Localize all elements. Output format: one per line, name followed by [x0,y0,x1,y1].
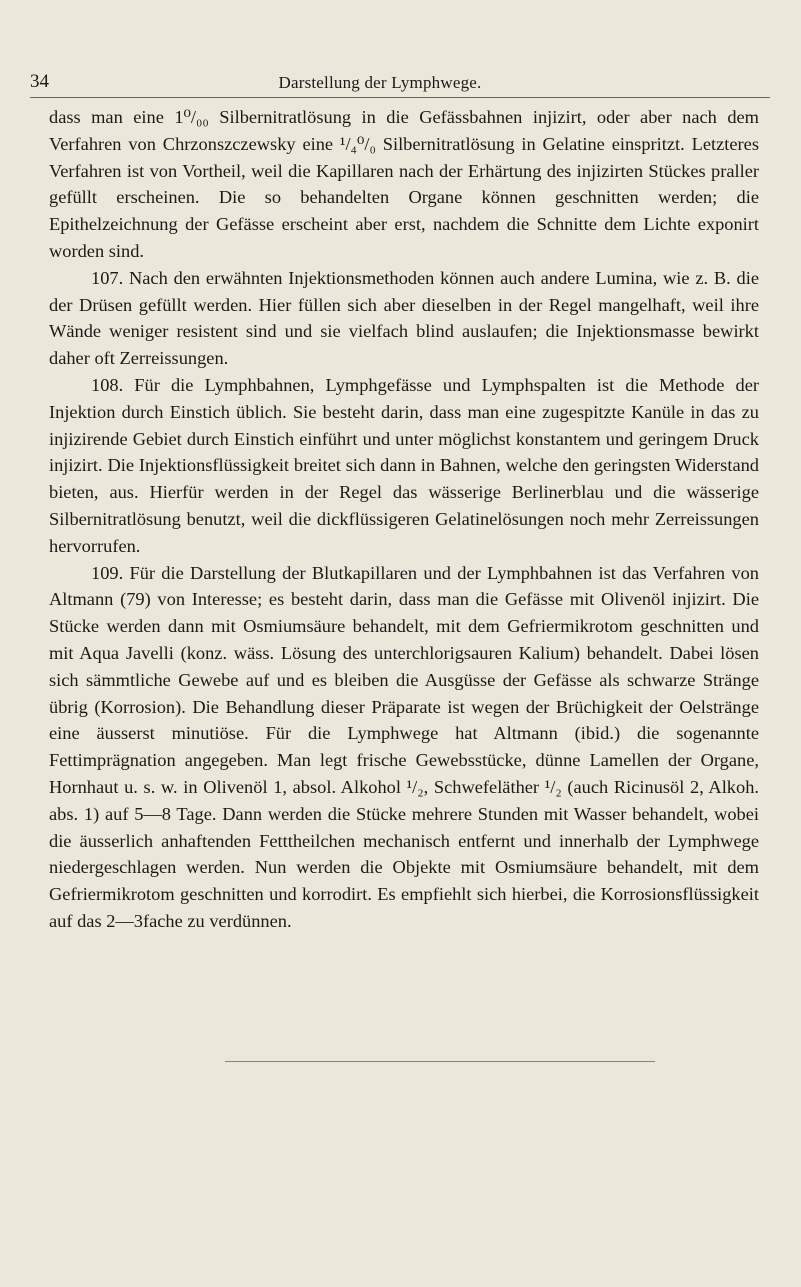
running-head [30,71,770,99]
running-head-title: Darstellung der Lymphwege. [278,73,482,92]
paragraph-continued: dass man eine 1⁰/₀₀ Silbernitratlösung in die Gefässbahnen injizirt, oder aber nach dem Verfahren von Chrzonszczewsky eine ¹/₄⁰/₀ Silbernitratlösung in Gelatine einspritzt. Letzteres Verfahren ist von Vortheil, weil die Kapillaren nach der Erhärtung des injizirten Stückes praller gefüllt erscheinen. Die so behandelten Organe können geschnitten werden; die Epithelzeichnung der Gefässe erscheint aber erst, nachdem die Schnitte dem Lichte exponirt worden sind. [49,107,759,261]
header-rule [30,97,770,98]
paragraph-107: 107. Nach den erwähnten Injektionsmethoden können auch andere Lumina, wie z. B. die der Drüsen gefüllt werden. Hier füllen sich aber dieselben in der Regel mangelhaft, weil ihre Wände weniger resistent sind und sie vielfach blind auslaufen; die Injektionsmasse bewirkt daher oft Zerreissungen. [49,267,759,369]
footer-rule [225,1061,655,1062]
paragraph-109: 109. Für die Darstellung der Blutkapillaren und der Lymphbahnen ist das Verfahren von Altmann (79) von Interesse; es besteht darin, dass man die Gefässe mit Olivenöl injizirt. Die Stücke werden dann mit Osmiumsäure behandelt, mit dem Gefriermikrotom geschnitten und mit Aqua Javelli (konz. wäss. Lösung des unterchlorigsauren Kalium) behandelt. Dabei lösen sich sämmtliche Gewebe auf und es bleiben die Ausgüsse der Gefässe als schwarze Stränge übrig (Korrosion). Die Behandlung dieser Präparate ist wegen der Brüchigkeit der Oelstränge eine äusserst minutiöse. Für die Lymphwege hat Altmann (ibid.) die sogenannte Fettimprägnation angegeben. Man legt frische Gewebsstücke, dünne Lamellen der Organe, Hornhaut u. s. w. in Olivenöl 1, absol. Alkohol ¹/₂, Schwefeläther ¹/₂ (auch Ricinusöl 2, Alkoh. abs. 1) auf 5—8 Tage. Dann werden die Stücke mehrere Stunden mit Wasser behandelt, wobei die äusserlich anhaftenden Fetttheilchen mechanisch entfernt und innerhalb der Lymphwege niedergeschlagen werden. Nun werden die Objekte mit Osmiumsäure behandelt, mit dem Gefriermikrotom geschnitten und korrodirt. Es empfiehlt sich hierbei, die Korrosionsflüssigkeit auf das 2—3fache zu verdünnen. [49,562,759,931]
page-number: 34 [30,71,49,92]
body-text [49,104,759,935]
paragraph-108: 108. Für die Lymphbahnen, Lymphgefässe und Lymphspalten ist die Methode der Injektion durch Einstich üblich. Sie besteht darin, dass man eine zugespitzte Kanüle in das zu injizirende Gebiet durch Einstich einführt und unter möglichst konstantem und geringem Druck injizirt. Die Injektionsflüssigkeit breitet sich dann in Bahnen, welche den geringsten Widerstand bieten, aus. Hierfür werden in der Regel das wässerige Berlinerblau und die wässerige Silbernitratlösung benutzt, weil die dickflüssigeren Gelatinelösungen noch mehr Zerreissungen hervorrufen. [49,374,759,556]
